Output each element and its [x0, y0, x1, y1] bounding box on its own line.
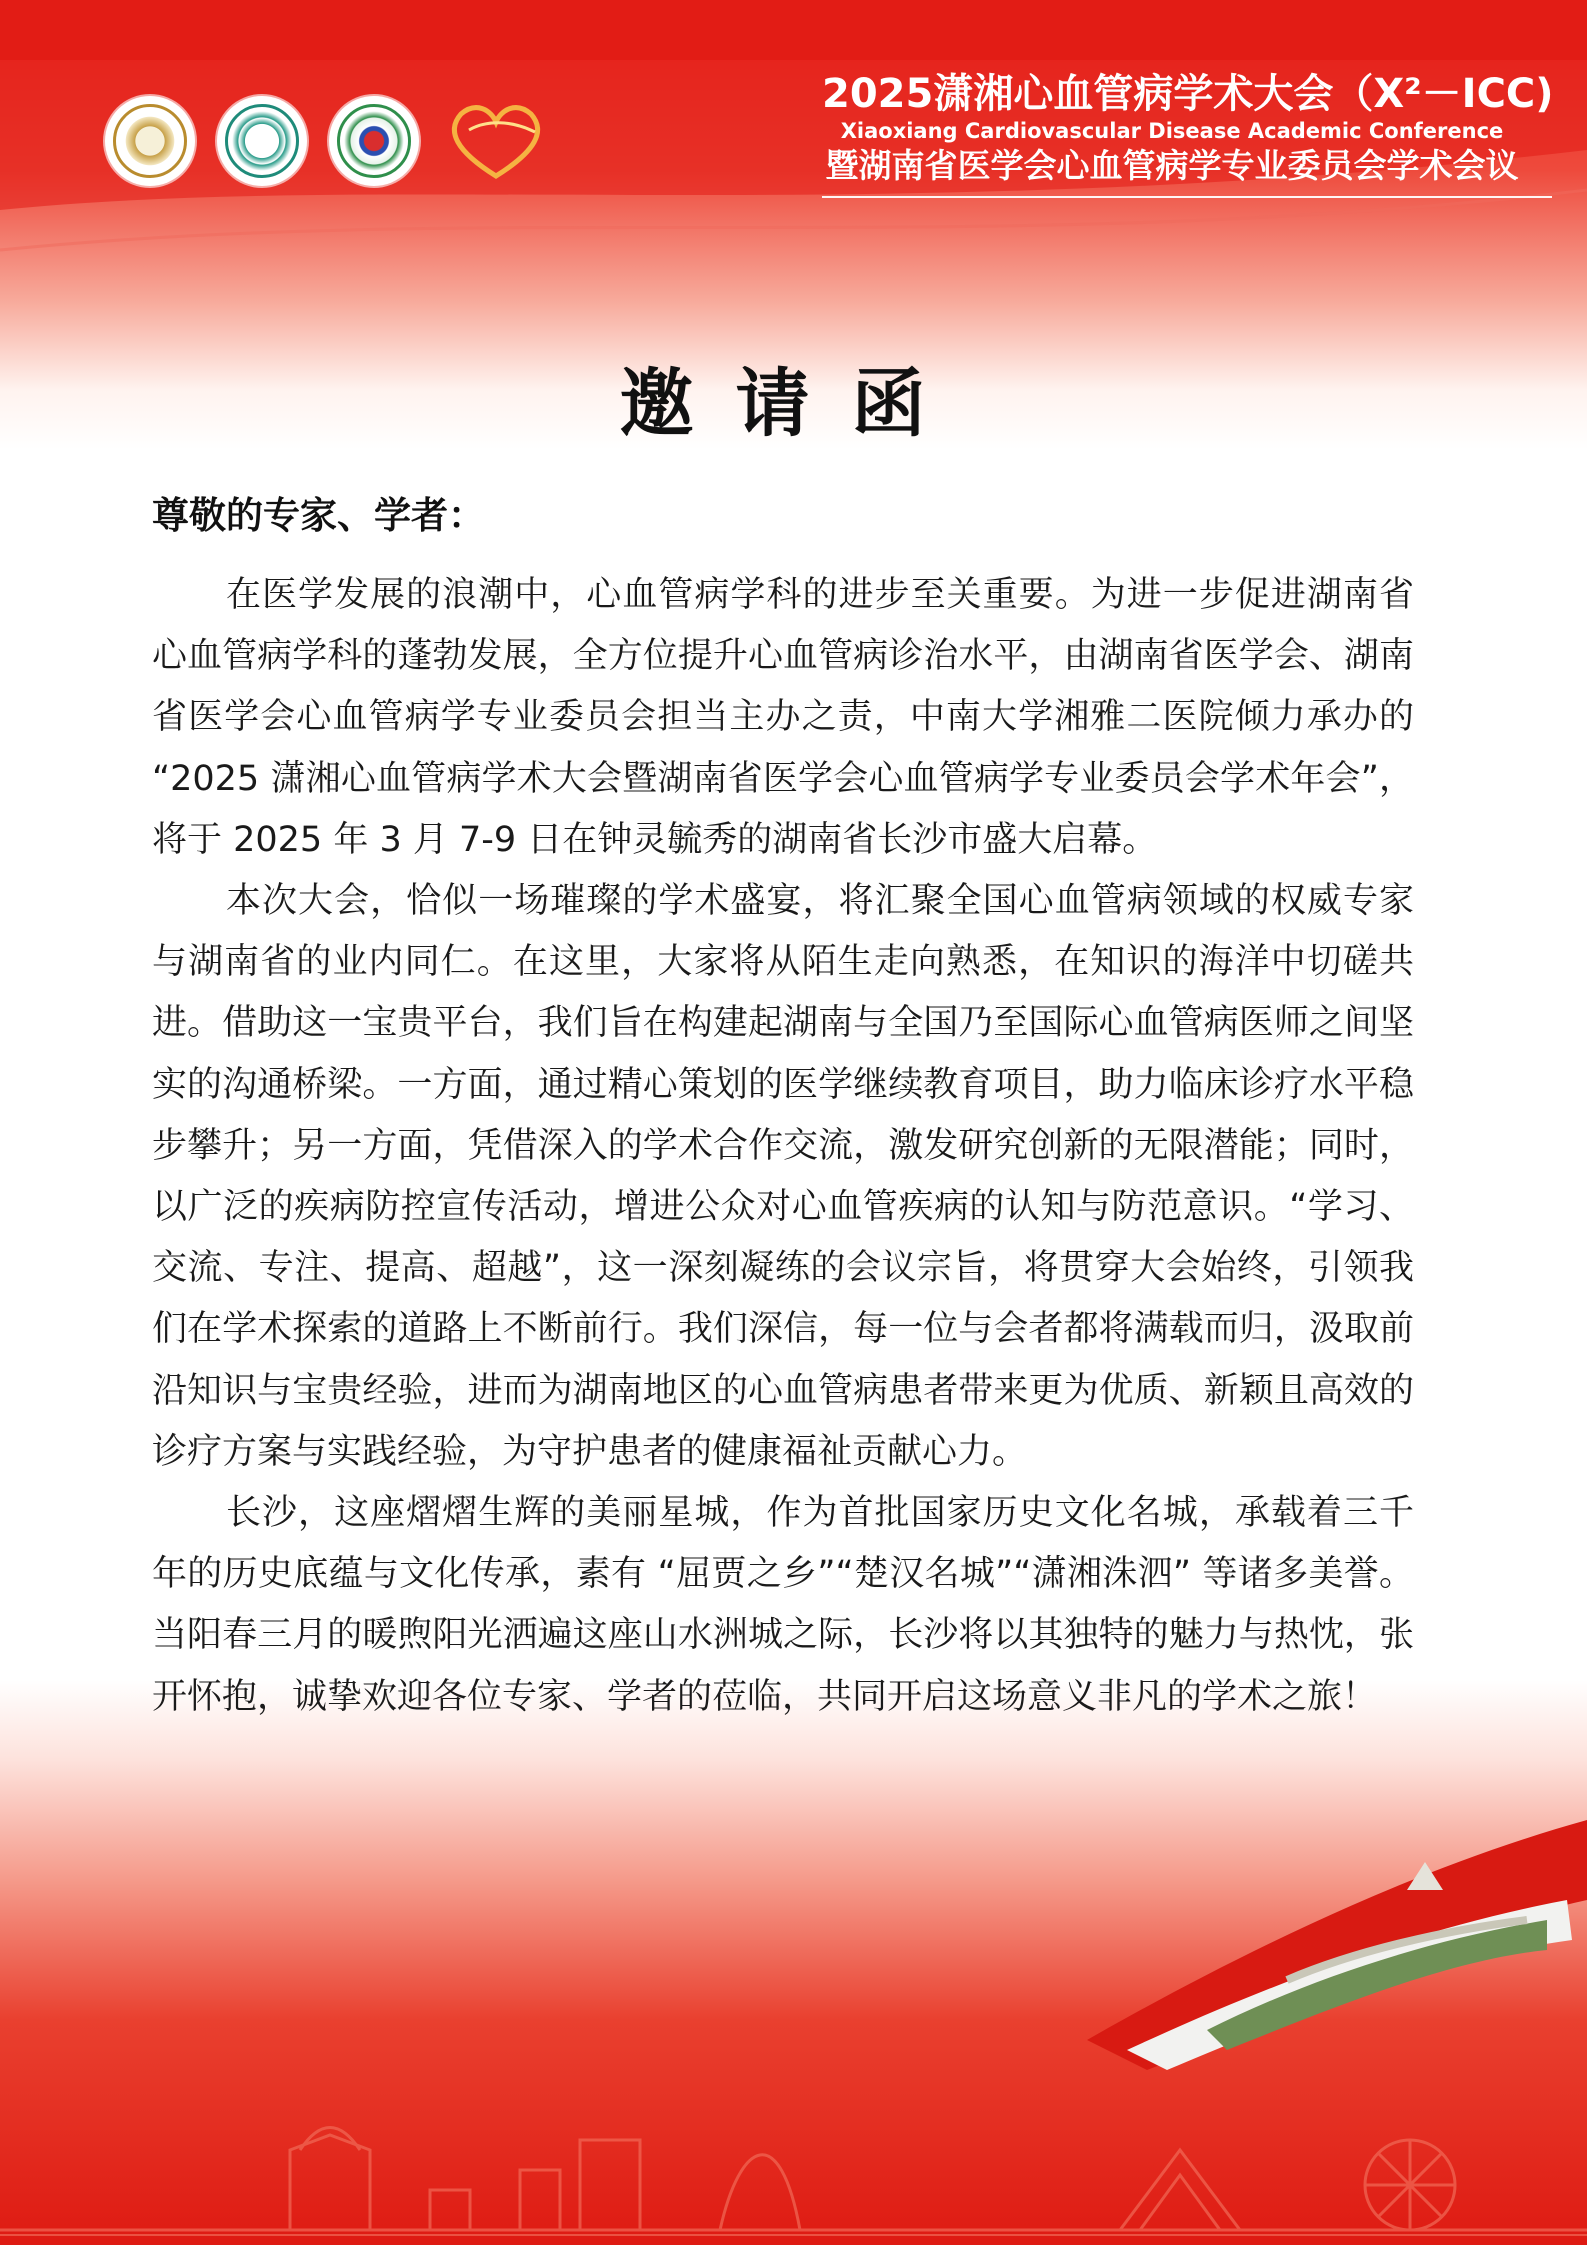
- letter-body: [152, 565, 1414, 1728]
- x2-icc-2025-logo: [441, 96, 551, 186]
- title-divider: [822, 196, 1552, 198]
- page-title: 邀请函: [619, 361, 968, 447]
- greeting: 尊敬的专家、学者：: [152, 494, 485, 537]
- conference-subtitle-cn: 暨湖南省医学会心血管病学专业委员会学术会议: [825, 146, 1519, 185]
- paragraph-1: 在医学发展的浪潮中，心血管病学科的进步至关重要。为进一步促进湖南省心血管病学科的蓬勃发展，全方位提升心血管病诊治水平，由湖南省医学会、湖南省医学会心血管病学专业委员会担当主办之责，中南大学湘雅二医院倾力承办的 “2025 潇湘心血管病学术大会暨湖南省医学会心血管病学专业委员会学术年会”，将于 2025 年 3 月 7-9 日在钟灵毓秀的湖南省长沙市盛大启幕。: [152, 575, 1414, 860]
- changsha-skyline-decoration: [0, 2080, 1587, 2245]
- conference-title-block: [822, 70, 1554, 198]
- xiangya-second-hospital-logo: [329, 96, 419, 186]
- hunan-medical-association-logo: [105, 96, 195, 186]
- landscape-brushstroke-decoration: [1027, 1780, 1587, 2080]
- heart-mark-icon: [441, 96, 551, 186]
- conference-title-cn: 2025潇湘心血管病学术大会（X²－ICC): [822, 71, 1554, 117]
- conference-title-en: Xiaoxiang Cardiovascular Disease Academic Conference: [840, 119, 1504, 143]
- paragraph-3: 长沙，这座熠熠生辉的美丽星城，作为首批国家历史文化名城，承载着三千年的历史底蕴与文化传承，素有 “屈贾之乡”“楚汉名城”“潇湘洙泗” 等诸多美誉。当阳春三月的暖煦阳光洒遍这座山水洲城之际，长沙将以其独特的魅力与热忱，张开怀抱，诚挚欢迎各位专家、学者的莅临，共同开启这场意义非凡的学术之旅！: [152, 1493, 1414, 1717]
- paragraph-2: 本次大会，恰似一场璀璨的学术盛宴，将汇聚全国心血管病领域的权威专家与湖南省的业内同仁。在这里，大家将从陌生走向熟悉，在知识的海洋中切磋共进。借助这一宝贵平台，我们旨在构建起湖南与全国乃至国际心血管病医师之间坚实的沟通桥梁。一方面，通过精心策划的医学继续教育项目，助力临床诊疗水平稳步攀升；另一方面，凭借深入的学术合作交流，激发研究创新的无限潜能；同时，以广泛的疾病防控宣传活动，增进公众对心血管疾病的认知与防范意识。“学习、交流、专注、提高、超越”，这一深刻凝练的会议宗旨，将贯穿大会始终，引领我们在学术探索的道路上不断前行。我们深信，每一位与会者都将满载而归，汲取前沿知识与宝贵经验，进而为湖南地区的心血管病患者带来更为优质、新颖且高效的诊疗方案与实践经验，为守护患者的健康福祉贡献心力。: [152, 881, 1414, 1472]
- hunan-nursing-logo: [217, 96, 307, 186]
- organizer-logos: [105, 95, 551, 187]
